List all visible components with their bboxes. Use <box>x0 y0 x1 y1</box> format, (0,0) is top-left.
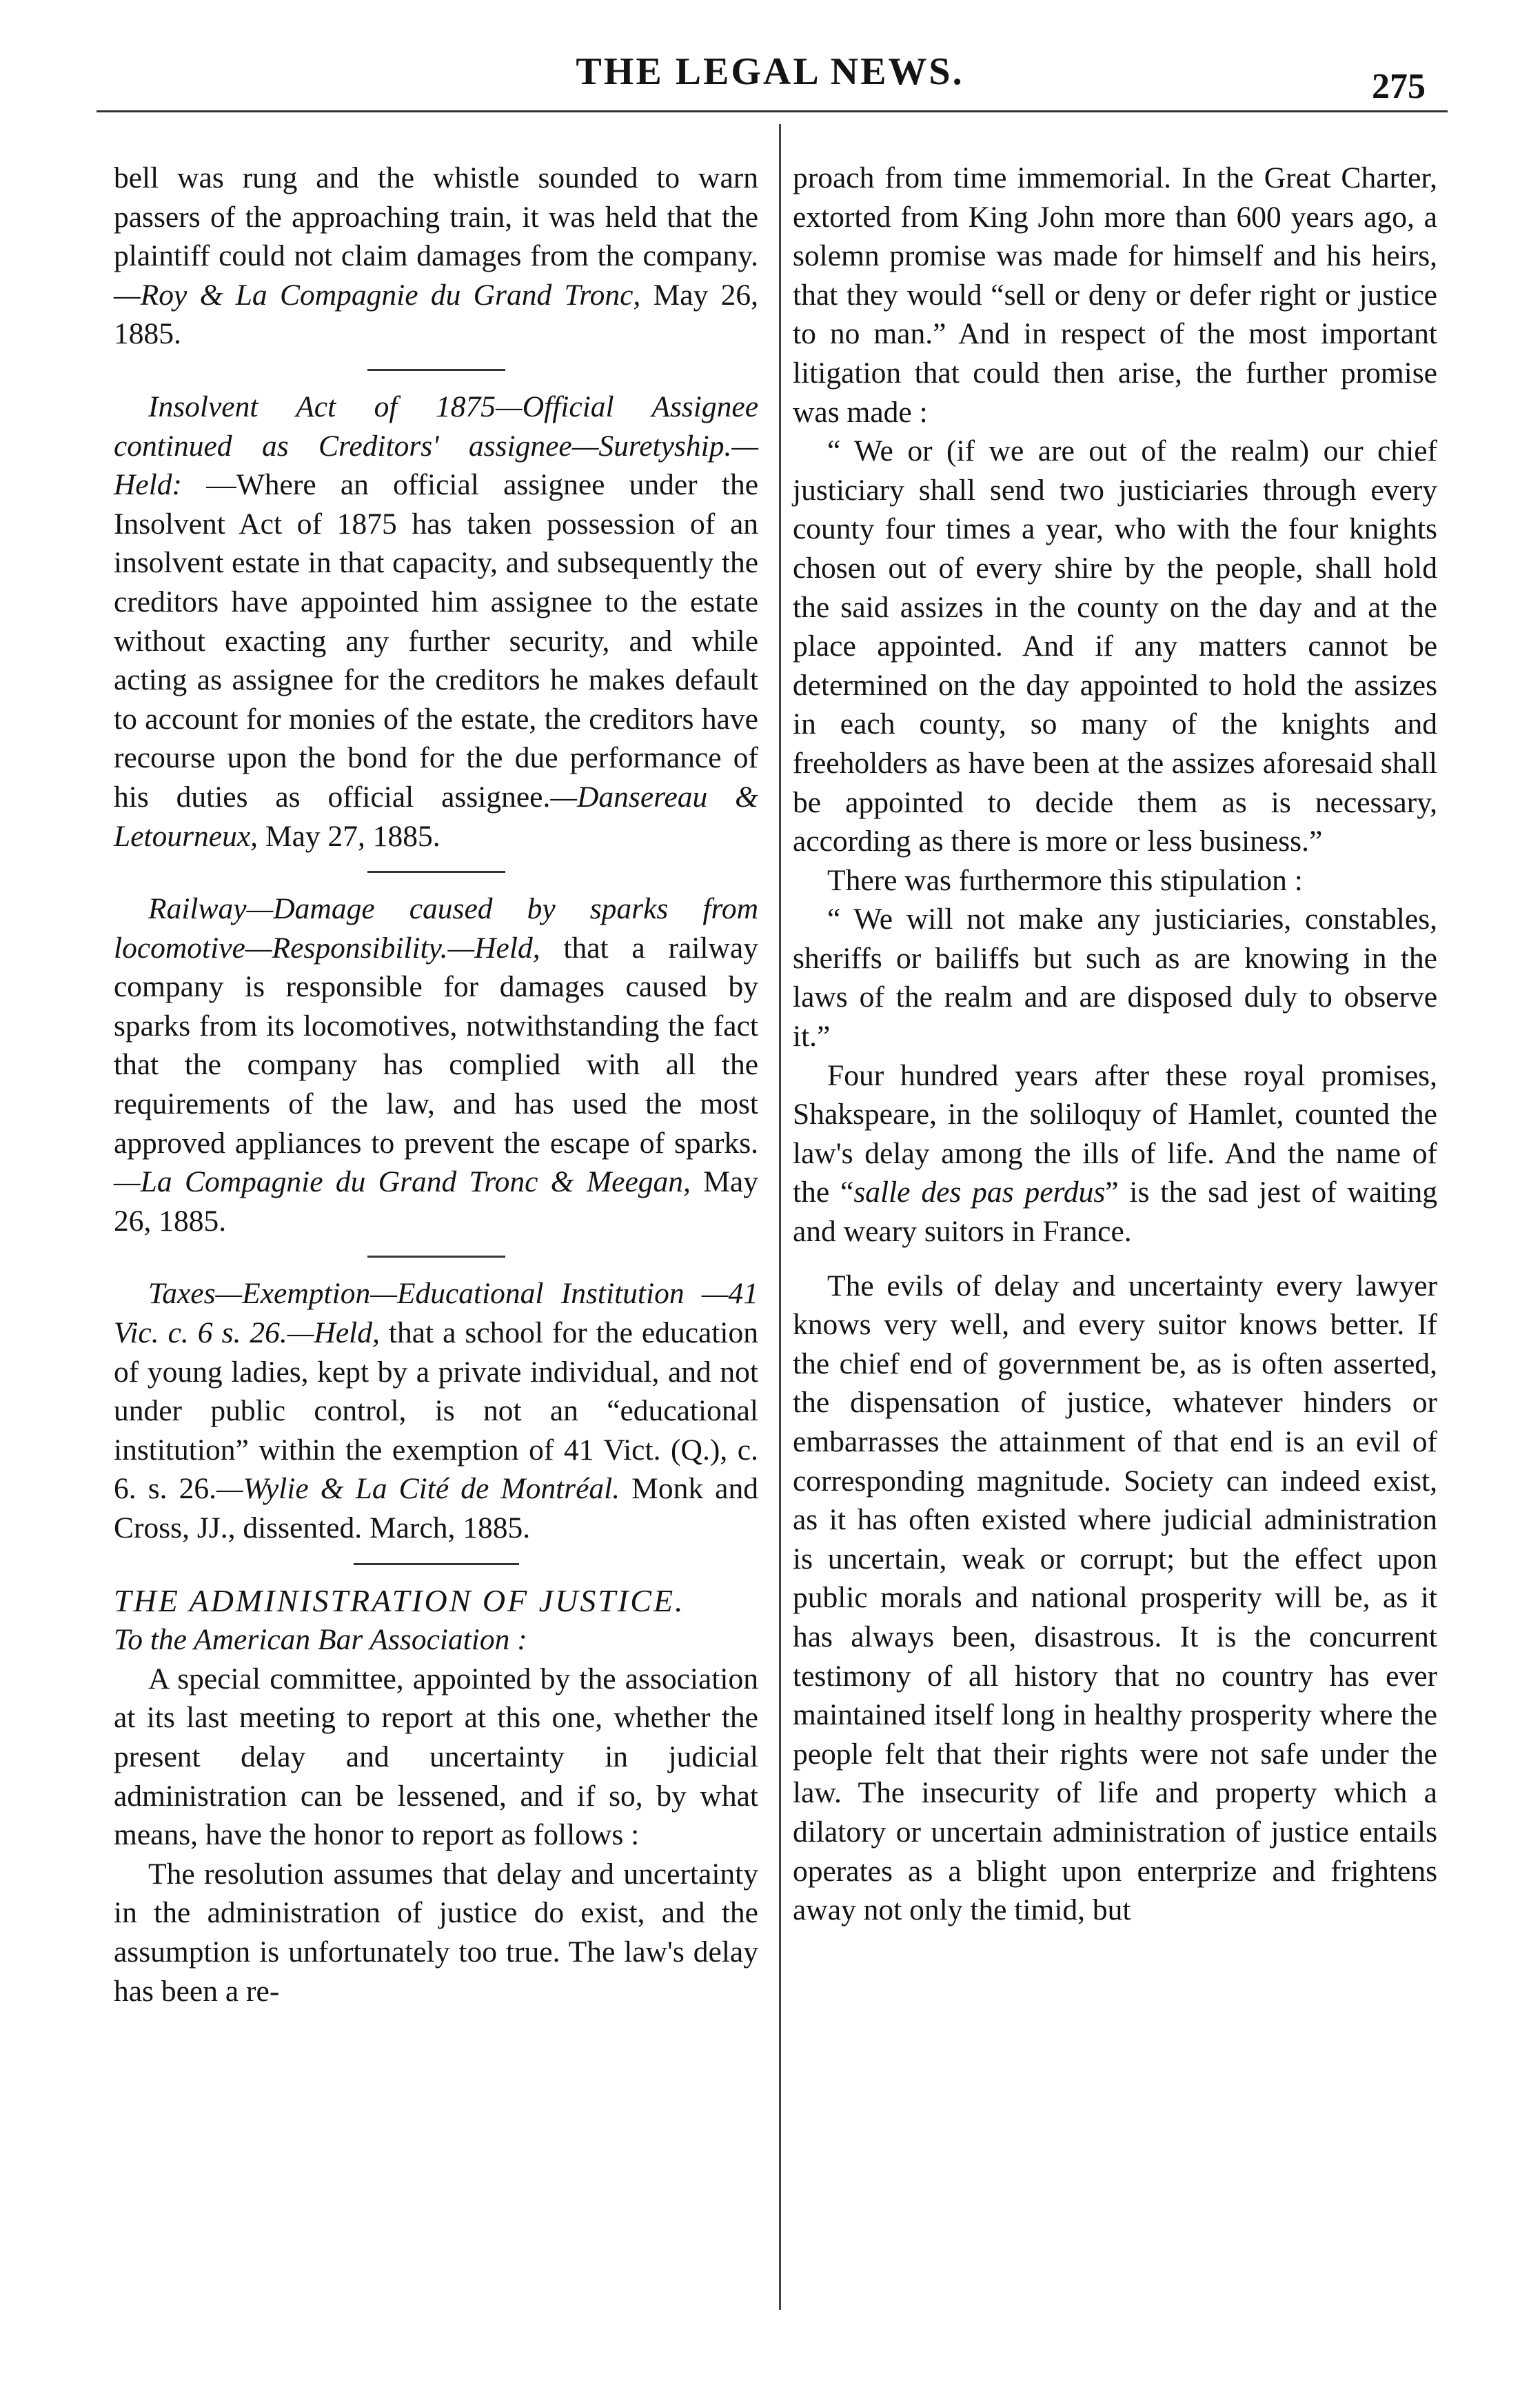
article-title: THE ADMINISTRATION OF JUSTICE. <box>114 1582 685 1618</box>
header-rule <box>97 110 1448 112</box>
section-separator <box>354 1563 519 1565</box>
case-3-date: May 26, 1885. <box>114 1165 758 1238</box>
case-3-citation: —La Compagnie du Grand Tronc & Meegan, <box>114 1165 691 1199</box>
article-paragraph: The resolution assumes that delay and uncertainty in the administration of justice do exist, and the assumption is unfortunately too true. The law's delay has been a re- <box>114 1857 758 2008</box>
running-title: THE LEGAL NEWS. <box>576 50 964 93</box>
paragraph-gap <box>793 1251 1437 1267</box>
case-4-tail: Monk and Cross, JJ., dissented. March, 1885. <box>114 1472 758 1544</box>
case-1-date: May 26, 1885. <box>114 278 758 351</box>
section-separator <box>367 369 505 371</box>
case-2-citation: —Dansereau & Letourneux, <box>114 780 758 853</box>
left-column <box>114 159 758 2011</box>
article-addressee: To the American Bar Association : <box>114 1623 527 1657</box>
article-paragraph: The evils of delay and uncertainty every lawyer knows very well, and every suitor knows better. If the chief end of government be, as is often asserted, the dispensation of justice, whatever hinders or embarrasses the attainment of that end is an evil of corresponding magnitude. Society can indeed exist, as it has often existed where judicial administration is uncertain, weak or corrupt; but the effect upon public morals and national prosperity will be, as it has always been, disastrous. It is the concurrent testimony of all history that no country has ever maintained itself long in healthy prosperity where the people felt that their rights were not safe under the law. The insecurity of life and property which a dilatory or uncertain administration of justice entails operates as a blight upon enterprize and frightens away not only the timid, but <box>793 1269 1437 1927</box>
article-paragraph: proach from time immemorial. In the Great Charter, extorted from King John more than 600 years ago, a solemn promise was made for himself and his heirs, that they would “sell or deny or defer right or justice to no man.” And in respect of the most important litigation that could then arise, the further promise was made : <box>793 161 1437 429</box>
case-4-heading: Taxes—Exemption—Educational Institution —41 Vic. c. 6 s. 26.—Held, <box>114 1277 758 1350</box>
case-4-text: that a school for the education of young ladies, kept by a private individual, and not under public control, is not an “educational institution” within the exemption of 41 Vict. (Q.), c. 6. s. 26. <box>114 1316 758 1506</box>
case-1-text: bell was rung and the whistle sounded to warn passers of the approaching train, it was held that the plaintiff could not claim damages from the company. <box>114 161 758 273</box>
article-paragraph: There was furthermore this stipulation : <box>827 863 1303 897</box>
quoted-charter-paragraph: “ We or (if we are out of the realm) our chief justiciary shall send two justiciaries through every county four times a year, who with the four knights chosen out of every shire by the people, shall hold the said assizes in the county on the day and at the place appointed. And if any matters cannot be determined on the day appointed to hold the assizes in each county, so many of the knights and freeholders as have been at the assizes aforesaid shall be appointed to decide them as is necessary, according as there is more or less business.” <box>793 434 1437 858</box>
case-3-heading: Railway—Damage caused by sparks from locomotive—Responsibility.—Held, <box>114 892 758 965</box>
italic-phrase: salle des pas perdus <box>853 1176 1106 1209</box>
case-3-text: that a railway company is responsible for damages caused by sparks from its locomotives, notwithstanding the fact that the company has complied with all the requirements of the law, and has used the most approved appliances to prevent the escape of sparks. <box>114 931 758 1160</box>
case-3-paragraph <box>114 889 758 1240</box>
section-separator <box>367 1256 505 1258</box>
article-paragraph: A special committee, appointed by the association at its last meeting to report at this one, whether the present delay and uncertainty in judicial administration can be lessened, and if so, by what means, have the honor to report as follows : <box>114 1662 758 1852</box>
page-number: 275 <box>1372 67 1426 106</box>
article-paragraph <box>793 1056 1437 1251</box>
case-2-date: May 27, 1885. <box>258 819 440 853</box>
quoted-charter-paragraph: “ We will not make any justiciaries, constables, sheriffs or bailiffs but such as are knowing in the laws of the realm and are disposed duly to observe it.” <box>793 903 1437 1054</box>
case-2-paragraph <box>114 387 758 856</box>
case-4-citation: —Wylie & La Cité de Montréal. <box>216 1472 620 1506</box>
case-2-heading: Insolvent Act of 1875—Official Assignee continued as Creditors' assignee—Suretyship.—Held: <box>114 390 758 502</box>
case-1-paragraph <box>114 159 758 354</box>
case-4-paragraph <box>114 1274 758 1547</box>
column-divider <box>779 124 781 2310</box>
article-text: ” is the sad jest of waiting and weary suitors in France. <box>793 1176 1437 1249</box>
section-separator <box>367 871 505 873</box>
case-1-citation: —Roy & La Compagnie du Grand Tronc, <box>114 278 641 312</box>
article-text: Four hundred years after these royal promises, Shakspeare, in the soliloquy of Hamlet, counted the law's delay among the ills of life. And the name of the “ <box>793 1058 1437 1209</box>
right-column <box>793 159 1437 1930</box>
case-2-text: —Where an official assignee under the Insolvent Act of 1875 has taken possession of an insolvent estate in that capacity, and subsequently the creditors have appointed him assignee to the estate without exacting any further security, and while acting as assignee for the creditors he makes default to account for monies of the estate, the creditors have recourse upon the bond for the due performance of his duties as official assignee. <box>114 468 758 814</box>
